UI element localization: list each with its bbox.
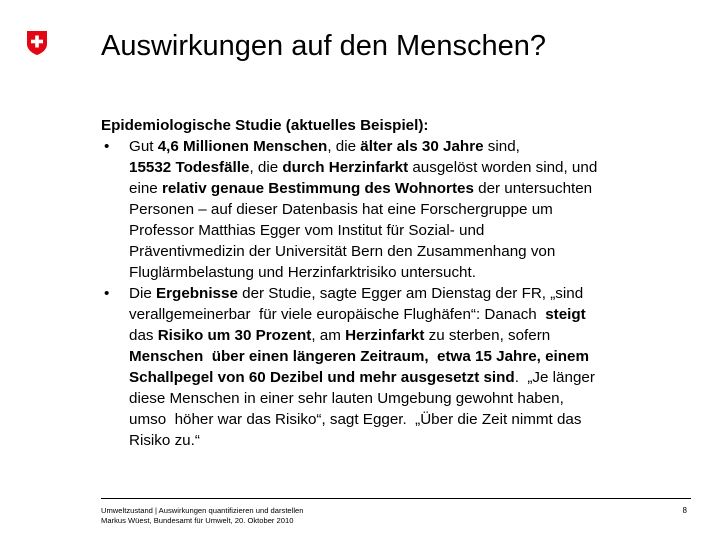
bullet-item [101, 283, 701, 451]
bullet-list [101, 136, 701, 451]
text-run: der untersuchten [473, 180, 593, 197]
bullet-text-line [129, 430, 701, 451]
bold-text: Schallpegel von 60 Dezibel und mehr ausgesetzt sind [129, 369, 515, 386]
bullet-text-line [129, 199, 701, 220]
bullet-marker: • [104, 138, 110, 155]
text-run: sind, [483, 138, 520, 155]
text-run: diese Menschen in einer sehr lauten Umgebung gewohnt haben, [129, 390, 564, 407]
text-run: ausgelöst worden sind, und [408, 159, 598, 176]
bullet-text-line [129, 136, 701, 157]
bullet-text-line [129, 367, 701, 388]
bullet-text-line [129, 262, 701, 283]
text-run: . „Je länger [514, 369, 595, 386]
text-run: eine [129, 180, 162, 197]
text-run: Fluglärmbelastung und Herzinfarktrisiko untersucht. [129, 264, 476, 281]
text-run: der Studie, sagte Egger am Dienstag der FR, „sind [237, 285, 584, 302]
bold-text: Risiko um 30 Prozent [157, 327, 312, 344]
bold-text: 15532 Todesfälle [129, 159, 250, 176]
page-number: 8 [682, 506, 687, 515]
text-run: verallgemeinerbar für viele europäische Flughäfen“: Danach [129, 306, 546, 323]
bold-text: Herzinfarkt [345, 327, 425, 344]
text-run: , die [327, 138, 361, 155]
bullet-text-line [129, 220, 701, 241]
bullet-text-line [129, 157, 701, 178]
text-run: umso höher war das Risiko“, sagt Egger. „Über die Zeit nimmt das [129, 411, 582, 428]
bold-text: steigt [545, 306, 586, 323]
slide-content [101, 115, 701, 451]
bullet-text-line [129, 178, 701, 199]
footer-divider [101, 498, 691, 499]
study-subheading: Epidemiologische Studie (aktuelles Beispiel): [101, 117, 429, 134]
text-run: , am [311, 327, 346, 344]
swiss-cross-logo [27, 31, 47, 55]
text-run: Risiko zu.“ [129, 432, 200, 449]
bullet-text-line [129, 304, 701, 325]
bullet-text-line [129, 241, 701, 262]
footer [101, 506, 303, 526]
bold-text: Ergebnisse [156, 285, 238, 302]
bold-text: relativ genaue Bestimmung des Wohnortes [161, 180, 474, 197]
bold-text: durch Herzinfarkt [282, 159, 409, 176]
bullet-text-line [129, 283, 701, 304]
bullet-marker: • [104, 285, 110, 302]
text-run: Gut [129, 138, 158, 155]
text-run: das [129, 327, 158, 344]
bullet-item [101, 136, 701, 283]
bullet-text-line [129, 346, 701, 367]
text-run: Präventivmedizin der Universität Bern den Zusammenhang von [129, 243, 556, 260]
text-run: Personen – auf dieser Datenbasis hat eine Forschergruppe um [129, 201, 553, 218]
bullet-text-line [129, 409, 701, 430]
slide-title: Auswirkungen auf den Menschen? [101, 30, 546, 62]
bullet-text-line [129, 388, 701, 409]
text-run: , die [249, 159, 283, 176]
swiss-shield-icon [27, 31, 47, 55]
text-run: zu sterben, sofern [424, 327, 551, 344]
footer-line-2: Markus Wüest, Bundesamt für Umwelt, 20. Oktober 2010 [101, 516, 294, 525]
bold-text: 4,6 Millionen Menschen [157, 138, 328, 155]
text-run: Die [129, 285, 157, 302]
bold-text: Menschen über einen längeren Zeitraum, etwa 15 Jahre, einem [129, 348, 590, 365]
bullet-text-line [129, 325, 701, 346]
footer-line-1: Umweltzustand | Auswirkungen quantifizieren und darstellen [101, 506, 304, 515]
text-run: Professor Matthias Egger vom Institut für Sozial- und [129, 222, 485, 239]
bold-text: älter als 30 Jahre [360, 138, 484, 155]
